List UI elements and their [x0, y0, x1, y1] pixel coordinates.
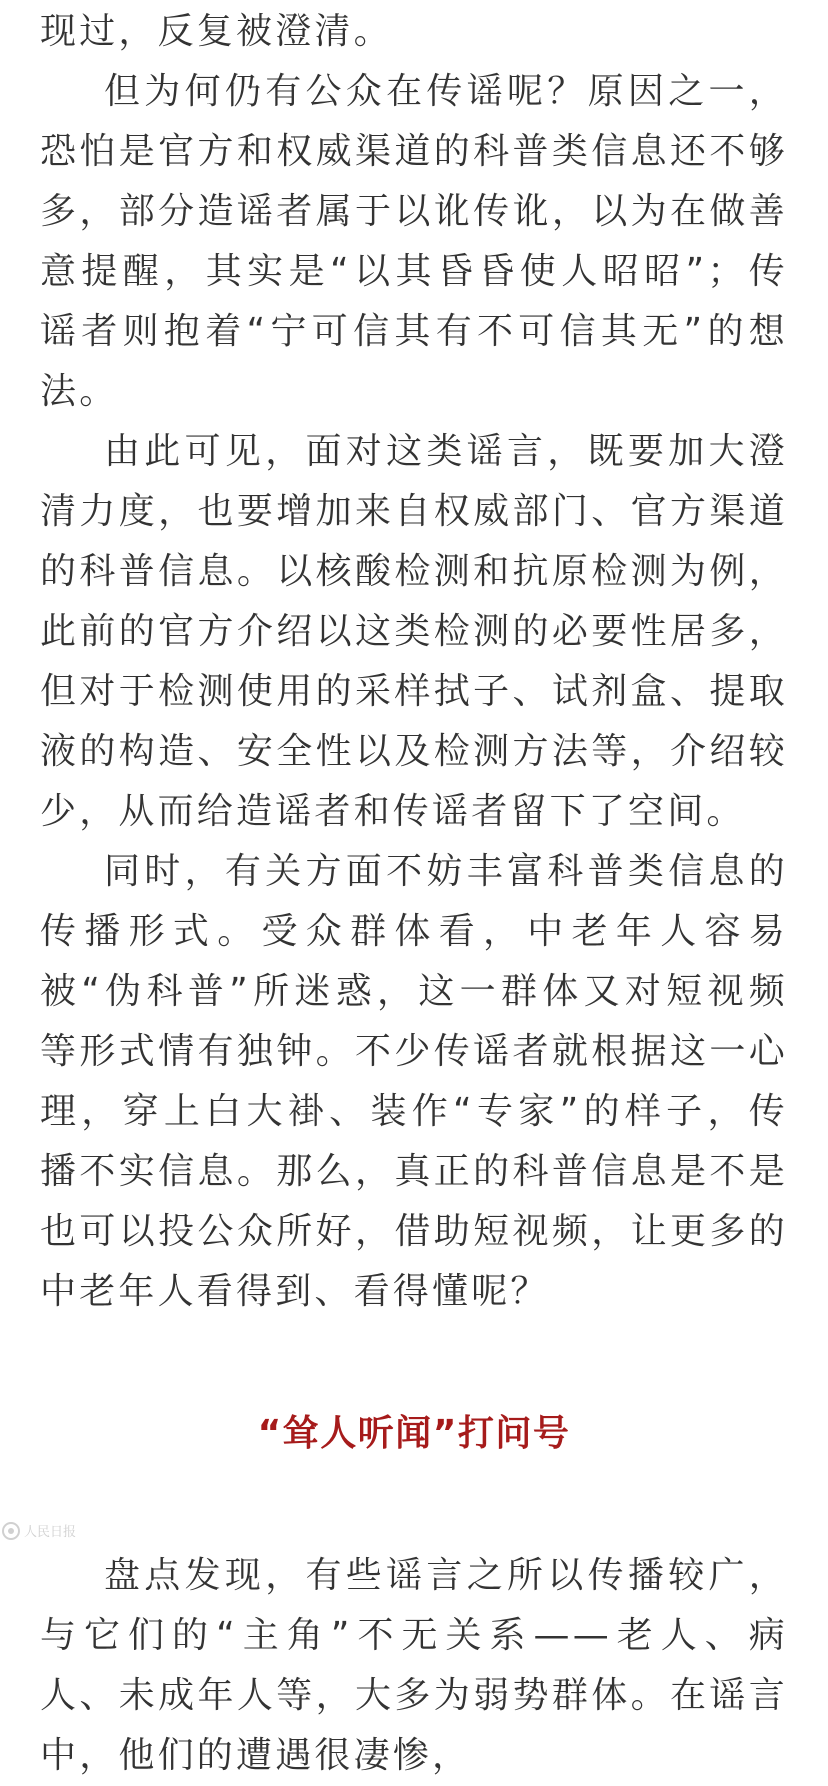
- watermark-text: 人民日报: [24, 1525, 77, 1540]
- paragraph-science-communication: 同时，有关方面不妨丰富科普类信息的传播形式。受众群体看，中老年人容易被“伪科普”所迷惑，这一群体又对短视频等形式情有独钟。不少传谣者就根据这一心理，穿上白大褂、装作“专家”的样子，传播不实信息。那么，真正的科普信息是不是也可以投公众所好，借助短视频，让更多的中老年人看得到、看得懂呢？: [40, 851, 788, 1312]
- paragraph-continuation: 现过，反复被澄清。: [40, 11, 393, 52]
- watermark: [2, 1521, 76, 1540]
- paragraph-vulnerable-groups: 盘点发现，有些谣言之所以传播较广，与它们的“主角”不无关系——老人、病人、未成年人等，大多为弱势群体。在谣言中，他们的遭遇很凄惨，: [40, 1555, 788, 1776]
- watermark-logo-icon: [2, 1522, 20, 1540]
- section-heading: “耸人听闻”打问号: [257, 1413, 571, 1454]
- paragraph-clarification-efforts: 由此可见，面对这类谣言，既要加大澄清力度，也要增加来自权威部门、官方渠道的科普信息。以核酸检测和抗原检测为例，此前的官方介绍以这类检测的必要性居多，但对于检测使用的采样拭子、试剂盒、提取液的构造、安全性以及检测方法等，介绍较少，从而给造谣者和传谣者留下了空间。: [40, 431, 788, 832]
- paragraph-rumor-reasons: 但为何仍有公众在传谣呢？原因之一，恐怕是官方和权威渠道的科普类信息还不够多，部分造谣者属于以讹传讹，以为在做善意提醒，其实是“以其昏昏使人昭昭”；传谣者则抱着“宁可信其有不可信其无”的想法。: [40, 71, 788, 412]
- article-body: [40, 0, 788, 1786]
